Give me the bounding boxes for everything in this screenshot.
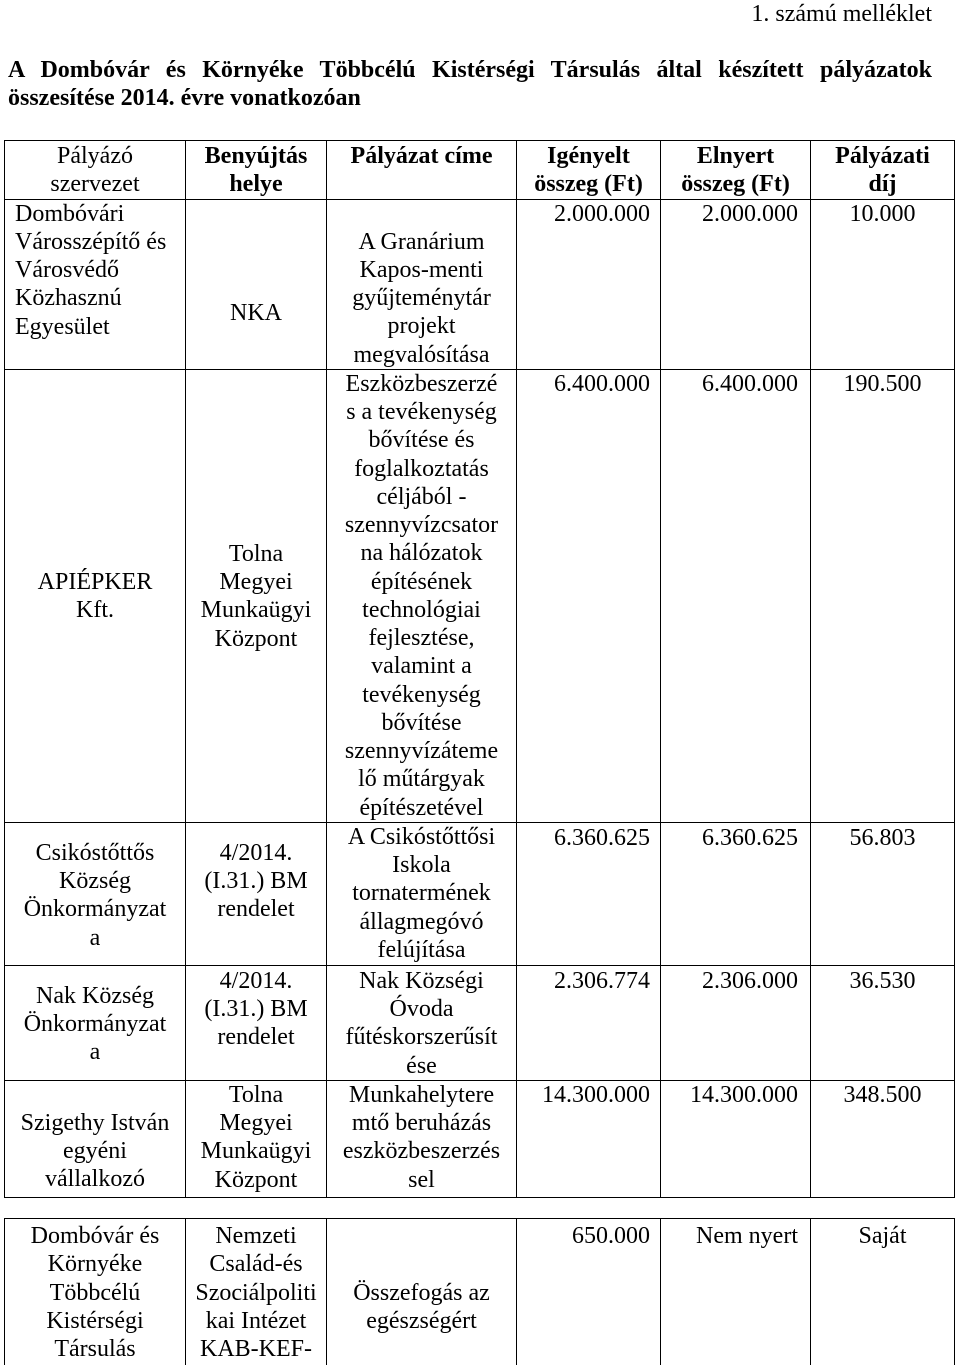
header-requested-amount: Igényelt összeg (Ft) (517, 141, 661, 200)
cell-project-title: Munkahelytere mtő beruházás eszközbeszerzés sel (327, 1080, 517, 1197)
cell-requested-amount: 14.300.000 (517, 1080, 661, 1197)
cell-awarded-amount: 2.306.000 (661, 965, 811, 1080)
header-project-title: Pályázat címe (327, 141, 517, 200)
cell-awarded-amount: 6.400.000 (661, 369, 811, 822)
cell-application-fee: 10.000 (811, 199, 955, 369)
cell-requested-amount: 6.400.000 (517, 369, 661, 822)
cell-awarded-amount: 2.000.000 (661, 199, 811, 369)
cell-applicant: APIÉPKER Kft. (5, 369, 186, 822)
document-title: A Dombóvár és Környéke Többcélú Kistérségi Társulás által készített pályázatok összesítése 2014. évre vonatkozóan (8, 57, 932, 112)
cell-project-title: A Granárium Kapos-menti gyűjteménytár projekt megvalósítása (327, 199, 517, 369)
table-row (5, 822, 955, 965)
cell-submitted-to: NKA (186, 199, 327, 369)
table-row (5, 965, 955, 1080)
table-row (5, 369, 955, 822)
cell-application-fee: 190.500 (811, 369, 955, 822)
cell-application-fee: Saját (811, 1219, 955, 1365)
cell-submitted-to: 4/2014. (I.31.) BM rendelet (186, 822, 327, 965)
cell-application-fee: 348.500 (811, 1080, 955, 1197)
header-application-fee: Pályázati díj (811, 141, 955, 200)
cell-submitted-to: 4/2014. (I.31.) BM rendelet (186, 965, 327, 1080)
cell-application-fee: 36.530 (811, 965, 955, 1080)
cell-submitted-to: Nemzeti Család-és Szociálpoliti kai Intézet KAB-KEF- (186, 1219, 327, 1365)
cell-applicant: Nak Község Önkormányzat a (5, 965, 186, 1080)
applications-table (4, 140, 955, 1198)
table-row (5, 1219, 955, 1365)
table-header-row (5, 141, 955, 200)
cell-project-title: A Csikóstőttősi Iskola tornatermének állagmegóvó felújítása (327, 822, 517, 965)
cell-awarded-amount: Nem nyert (661, 1219, 811, 1365)
table-row (5, 1080, 955, 1197)
cell-requested-amount: 650.000 (517, 1219, 661, 1365)
cell-project-title: Eszközbeszerzé s a tevékenység bővítése és foglalkoztatás céljából - szennyvízcsator na hálózatok építésének technológiai fejlesztése, valamint a tevékenység bővítése szennyvízáteme lő műtárgyak építészetével (327, 369, 517, 822)
cell-awarded-amount: 14.300.000 (661, 1080, 811, 1197)
cell-applicant: Dombóvár és Környéke Többcélú Kistérségi Társulás (5, 1219, 186, 1365)
applications-table-continued (4, 1218, 955, 1365)
cell-project-title: Összefogás az egészségért (327, 1219, 517, 1365)
header-applicant: Pályázó szervezet (5, 141, 186, 200)
cell-requested-amount: 6.360.625 (517, 822, 661, 965)
cell-applicant: Dombóvári Városszépítő és Városvédő Közhasznú Egyesület (5, 199, 186, 369)
cell-submitted-to: Tolna Megyei Munkaügyi Központ (186, 1080, 327, 1197)
cell-project-title: Nak Községi Óvoda fűtéskorszerűsít ése (327, 965, 517, 1080)
cell-awarded-amount: 6.360.625 (661, 822, 811, 965)
cell-requested-amount: 2.306.774 (517, 965, 661, 1080)
cell-application-fee: 56.803 (811, 822, 955, 965)
cell-applicant: Csikóstőttős Község Önkormányzat a (5, 822, 186, 965)
table-row (5, 199, 955, 369)
cell-applicant: Szigethy István egyéni vállalkozó (5, 1080, 186, 1197)
header-awarded-amount: Elnyert összeg (Ft) (661, 141, 811, 200)
cell-submitted-to: Tolna Megyei Munkaügyi Központ (186, 369, 327, 822)
annex-label: 1. számú melléklet (751, 1, 932, 27)
cell-requested-amount: 2.000.000 (517, 199, 661, 369)
header-submitted-to: Benyújtás helye (186, 141, 327, 200)
